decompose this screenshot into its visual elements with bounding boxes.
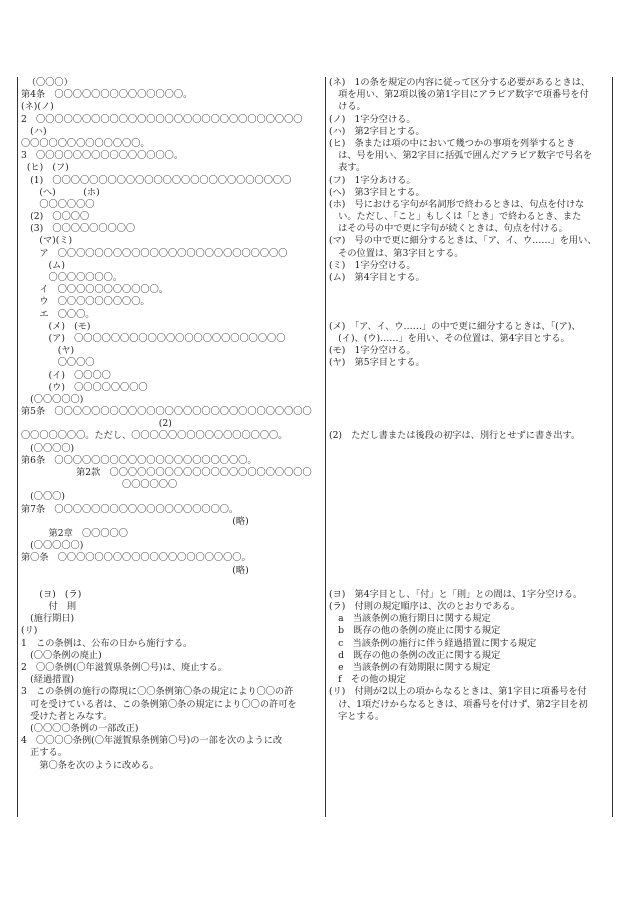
sample-text-line: (〇〇〇〇) xyxy=(21,442,75,454)
sample-text-line: 第7条 〇〇〇〇〇〇〇〇〇〇〇〇〇〇〇〇〇〇〇。 xyxy=(21,503,239,515)
explanation-line xyxy=(329,504,611,516)
sample-text-line: イ 〇〇〇〇〇〇〇〇〇〇〇。 xyxy=(21,284,168,296)
sample-text-line: (ネ)(ノ) xyxy=(21,101,54,113)
explanation-line: (ラ) 付則の規定順序は、次のとおりである。 xyxy=(329,601,520,613)
sample-text-line: (1) 〇〇〇〇〇〇〇〇〇〇〇〇〇〇〇〇〇〇〇〇〇〇〇〇〇〇 xyxy=(21,174,292,186)
explanation-line xyxy=(329,370,611,382)
explanation-line: b 既存の他の条例の廃止に関する規定 xyxy=(329,625,501,637)
explanation-column xyxy=(329,77,611,723)
explanation-line: (ハ) 第2字目とする。 xyxy=(329,125,425,137)
sample-text-line: (〇〇〇) xyxy=(21,491,65,503)
explanation-line: ける。 xyxy=(329,101,366,113)
sample-text-line: 第2章 〇〇〇〇〇 xyxy=(21,527,128,539)
explanation-line: (ノ) 1字分空ける。 xyxy=(329,113,416,125)
explanation-line: はその号の中で更に字句が続くときは、句点を付ける。 xyxy=(329,223,568,235)
sample-text-line: 2 〇〇〇〇〇〇〇〇〇〇〇〇〇〇〇〇〇〇〇〇〇〇〇〇〇〇〇〇〇 xyxy=(21,113,303,125)
explanation-line xyxy=(329,296,611,308)
sample-text-line: ア 〇〇〇〇〇〇〇〇〇〇〇〇〇〇〇〇〇〇〇〇〇〇〇〇〇 xyxy=(21,247,288,259)
explanation-line xyxy=(329,479,611,491)
sample-text-line: 3 この条例の施行の際現に〇〇条例第〇条の規定により〇〇の許 xyxy=(21,686,294,698)
explanation-line: (へ) 第3字目とする。 xyxy=(329,186,425,198)
sample-text-line: (〇〇条例の廃止) xyxy=(21,649,102,661)
explanation-line: (イ)、(ウ)……」を用い、その位置は、第4字目とする。 xyxy=(329,332,570,344)
sample-text-line: 2 〇〇条例(〇年滋賀県条例〇号)は、廃止する。 xyxy=(21,662,227,673)
sample-text-line: (ヨ) (ラ) xyxy=(21,588,82,600)
explanation-line xyxy=(329,528,611,540)
explanation-line xyxy=(329,467,611,479)
sample-text-line: 正する。 xyxy=(21,747,67,759)
explanation-line: (リ) 付則が2以上の項からなるときは、第1字目に項番号を付 xyxy=(329,686,587,698)
sample-text-line: (経過措置) xyxy=(21,674,75,686)
sample-text-line: 第6条 〇〇〇〇〇〇〇〇〇〇〇〇〇〇〇〇〇〇〇〇〇。 xyxy=(21,454,257,466)
explanation-line: (マ) 号の中で更に細分するときは、「ア、イ、ウ……」を用い、 xyxy=(329,235,597,247)
explanation-line: (ミ) 1字分空ける。 xyxy=(329,259,416,271)
sample-text-line: 〇〇〇〇〇〇 xyxy=(21,198,95,210)
explanation-line: (ム) 第4字目とする。 xyxy=(329,272,425,283)
explanation-line xyxy=(329,552,611,564)
sample-text-line: (〇〇〇〇〇) xyxy=(21,540,84,552)
sample-text-line: (ア) 〇〇〇〇〇〇〇〇〇〇〇〇〇〇〇〇〇〇〇〇〇〇〇 xyxy=(21,332,286,344)
sample-text-line: (施行期日) xyxy=(21,613,75,625)
explanation-line xyxy=(329,516,611,528)
sample-text-line: 〇〇〇〇〇〇〇〇〇〇〇〇〇。 xyxy=(21,137,150,149)
sample-text-line: (〇〇〇〇〇) xyxy=(21,393,84,405)
sample-text-line: (ウ) 〇〇〇〇〇〇〇〇 xyxy=(21,381,148,393)
sample-text-line: (ム) xyxy=(21,259,65,271)
explanation-line xyxy=(329,284,611,296)
sample-text-line xyxy=(21,577,323,589)
explanation-line xyxy=(329,540,611,552)
explanation-line: は、号を用い、第2字目に括弧で囲んだアラビア数字で号名を xyxy=(329,150,593,162)
left-border-rule xyxy=(17,77,18,817)
sample-text-line: 付 則 xyxy=(21,601,77,613)
sample-text-line: (ヤ) xyxy=(21,345,75,357)
sample-text-line: 可を受けている者は、この条例第〇条の規定により〇〇の許可を xyxy=(21,698,297,710)
explanation-line: (メ) 「ア、イ、ウ……」の中で更に細分するときは、「(ア)、 xyxy=(329,320,581,332)
sample-text-line: 〇〇〇〇〇〇〇。 xyxy=(21,272,123,283)
sample-text-line: (略) xyxy=(21,564,249,576)
explanation-line: (モ) 1字分空ける。 xyxy=(329,345,416,357)
sample-text-line: 第〇条を次のように改める。 xyxy=(21,759,159,771)
explanation-line xyxy=(329,577,611,589)
sample-text-line: (2) xyxy=(21,418,172,430)
explanation-line xyxy=(329,418,611,430)
sample-text-line: (イ) 〇〇〇〇 xyxy=(21,369,111,381)
sample-text-line: 1 この条例は、公布の日から施行する。 xyxy=(21,637,193,649)
explanation-line: (ヨ) 第4字目とし、「付」と「則」との間は、1字分空ける。 xyxy=(329,588,583,600)
explanation-line: 字とする。 xyxy=(329,710,385,722)
sample-text-line: （〇〇〇） xyxy=(21,77,73,88)
explanation-line: f その他の規定 xyxy=(329,674,406,686)
explanation-line xyxy=(329,382,611,394)
explanation-line: (ネ) 1の条を規定の内容に従って区分する必要があるときは、 xyxy=(329,77,591,88)
sample-text-line: 〇〇〇〇〇〇〇。ただし、〇〇〇〇〇〇〇〇〇〇〇〇〇〇〇〇。 xyxy=(21,430,288,442)
explanation-line xyxy=(329,455,611,467)
sample-text-line: (リ) xyxy=(21,625,38,637)
sample-text-line: 3 〇〇〇〇〇〇〇〇〇〇〇〇〇〇〇。 xyxy=(21,150,184,162)
sample-text-line: (〇〇〇〇条例の一部改正) xyxy=(21,722,139,734)
sample-text-line: (へ) (ホ) xyxy=(21,186,100,198)
explanation-line: 表す。 xyxy=(329,162,366,174)
sample-text-line: 4 〇〇〇〇条例(〇年滋賀県条例第〇号)の一部を次のように改 xyxy=(21,735,283,747)
sample-text-line: エ 〇〇〇。 xyxy=(21,308,95,320)
sample-text-line: 第2款 〇〇〇〇〇〇〇〇〇〇〇〇〇〇〇〇〇〇〇〇〇〇 xyxy=(21,467,312,478)
explanation-line xyxy=(329,565,611,577)
sample-text-line: 第〇条 〇〇〇〇〇〇〇〇〇〇〇〇〇〇〇〇〇〇〇〇。 xyxy=(21,552,251,564)
explanation-line xyxy=(329,491,611,503)
document-page xyxy=(17,77,613,817)
explanation-line: (フ) 1字分あける。 xyxy=(329,174,416,186)
explanation-line: い。ただし、「こと」もしくは「とき」で終わるとき、また xyxy=(329,211,582,223)
explanation-line: (ホ) 号における字句が名詞形で終わるときは、句点を付けな xyxy=(329,198,585,210)
explanation-line xyxy=(329,394,611,406)
explanation-line xyxy=(329,443,611,455)
explanation-line xyxy=(329,406,611,418)
explanation-line: その位置は、第3字目とする。 xyxy=(329,247,464,259)
sample-text-line: ウ 〇〇〇〇〇〇〇〇〇。 xyxy=(21,296,150,308)
explanation-line: a 当該条例の施行期日に関する規定 xyxy=(329,613,491,625)
sample-text-line: 〇〇〇〇 xyxy=(21,357,95,369)
sample-text-column xyxy=(21,77,323,772)
explanation-line: 項を用い、第2項以後の第1字目にアラビア数字で項番号を付 xyxy=(329,89,589,101)
sample-text-line: 〇〇〇〇〇〇 xyxy=(21,479,178,491)
explanation-line: (2) ただし書または後段の初字は、別行とせずに書き出す。 xyxy=(329,430,581,442)
sample-text-line: (メ) (モ) xyxy=(21,320,91,332)
sample-text-line: (ヒ) (フ) xyxy=(21,162,69,174)
sample-text-line: (略) xyxy=(21,515,249,527)
explanation-line: け、1項だけからなるときは、項番号を付けず、第2字目を初 xyxy=(329,698,588,710)
explanation-line: d 既存の他の条例の改正に関する規定 xyxy=(329,649,501,661)
sample-text-line: 受けた者とみなす。 xyxy=(21,710,113,722)
explanation-line: (ヤ) 第5字目とする。 xyxy=(329,357,425,369)
explanation-line xyxy=(329,309,611,321)
explanation-line: e 当該条例の有効期限に関する規定 xyxy=(329,662,491,673)
explanation-line: (ヒ) 条または項の中において幾つかの事項を列挙するとき xyxy=(329,137,576,149)
sample-text-line: (3) 〇〇〇〇〇〇〇〇〇 xyxy=(21,223,136,235)
sample-text-line: 第4条 〇〇〇〇〇〇〇〇〇〇〇〇〇〇。 xyxy=(21,89,193,101)
explanation-line: c 当該条例の施行に伴う経過措置に関する規定 xyxy=(329,637,537,649)
right-border-rule xyxy=(612,77,613,817)
sample-text-line: 第5条 〇〇〇〇〇〇〇〇〇〇〇〇〇〇〇〇〇〇〇〇〇〇〇〇〇〇〇〇 xyxy=(21,406,312,418)
sample-text-line: (ハ) xyxy=(21,125,47,137)
sample-text-line: (マ)(ミ) xyxy=(21,235,73,247)
column-divider-rule xyxy=(325,77,326,817)
sample-text-line: (2) 〇〇〇〇 xyxy=(21,211,90,223)
